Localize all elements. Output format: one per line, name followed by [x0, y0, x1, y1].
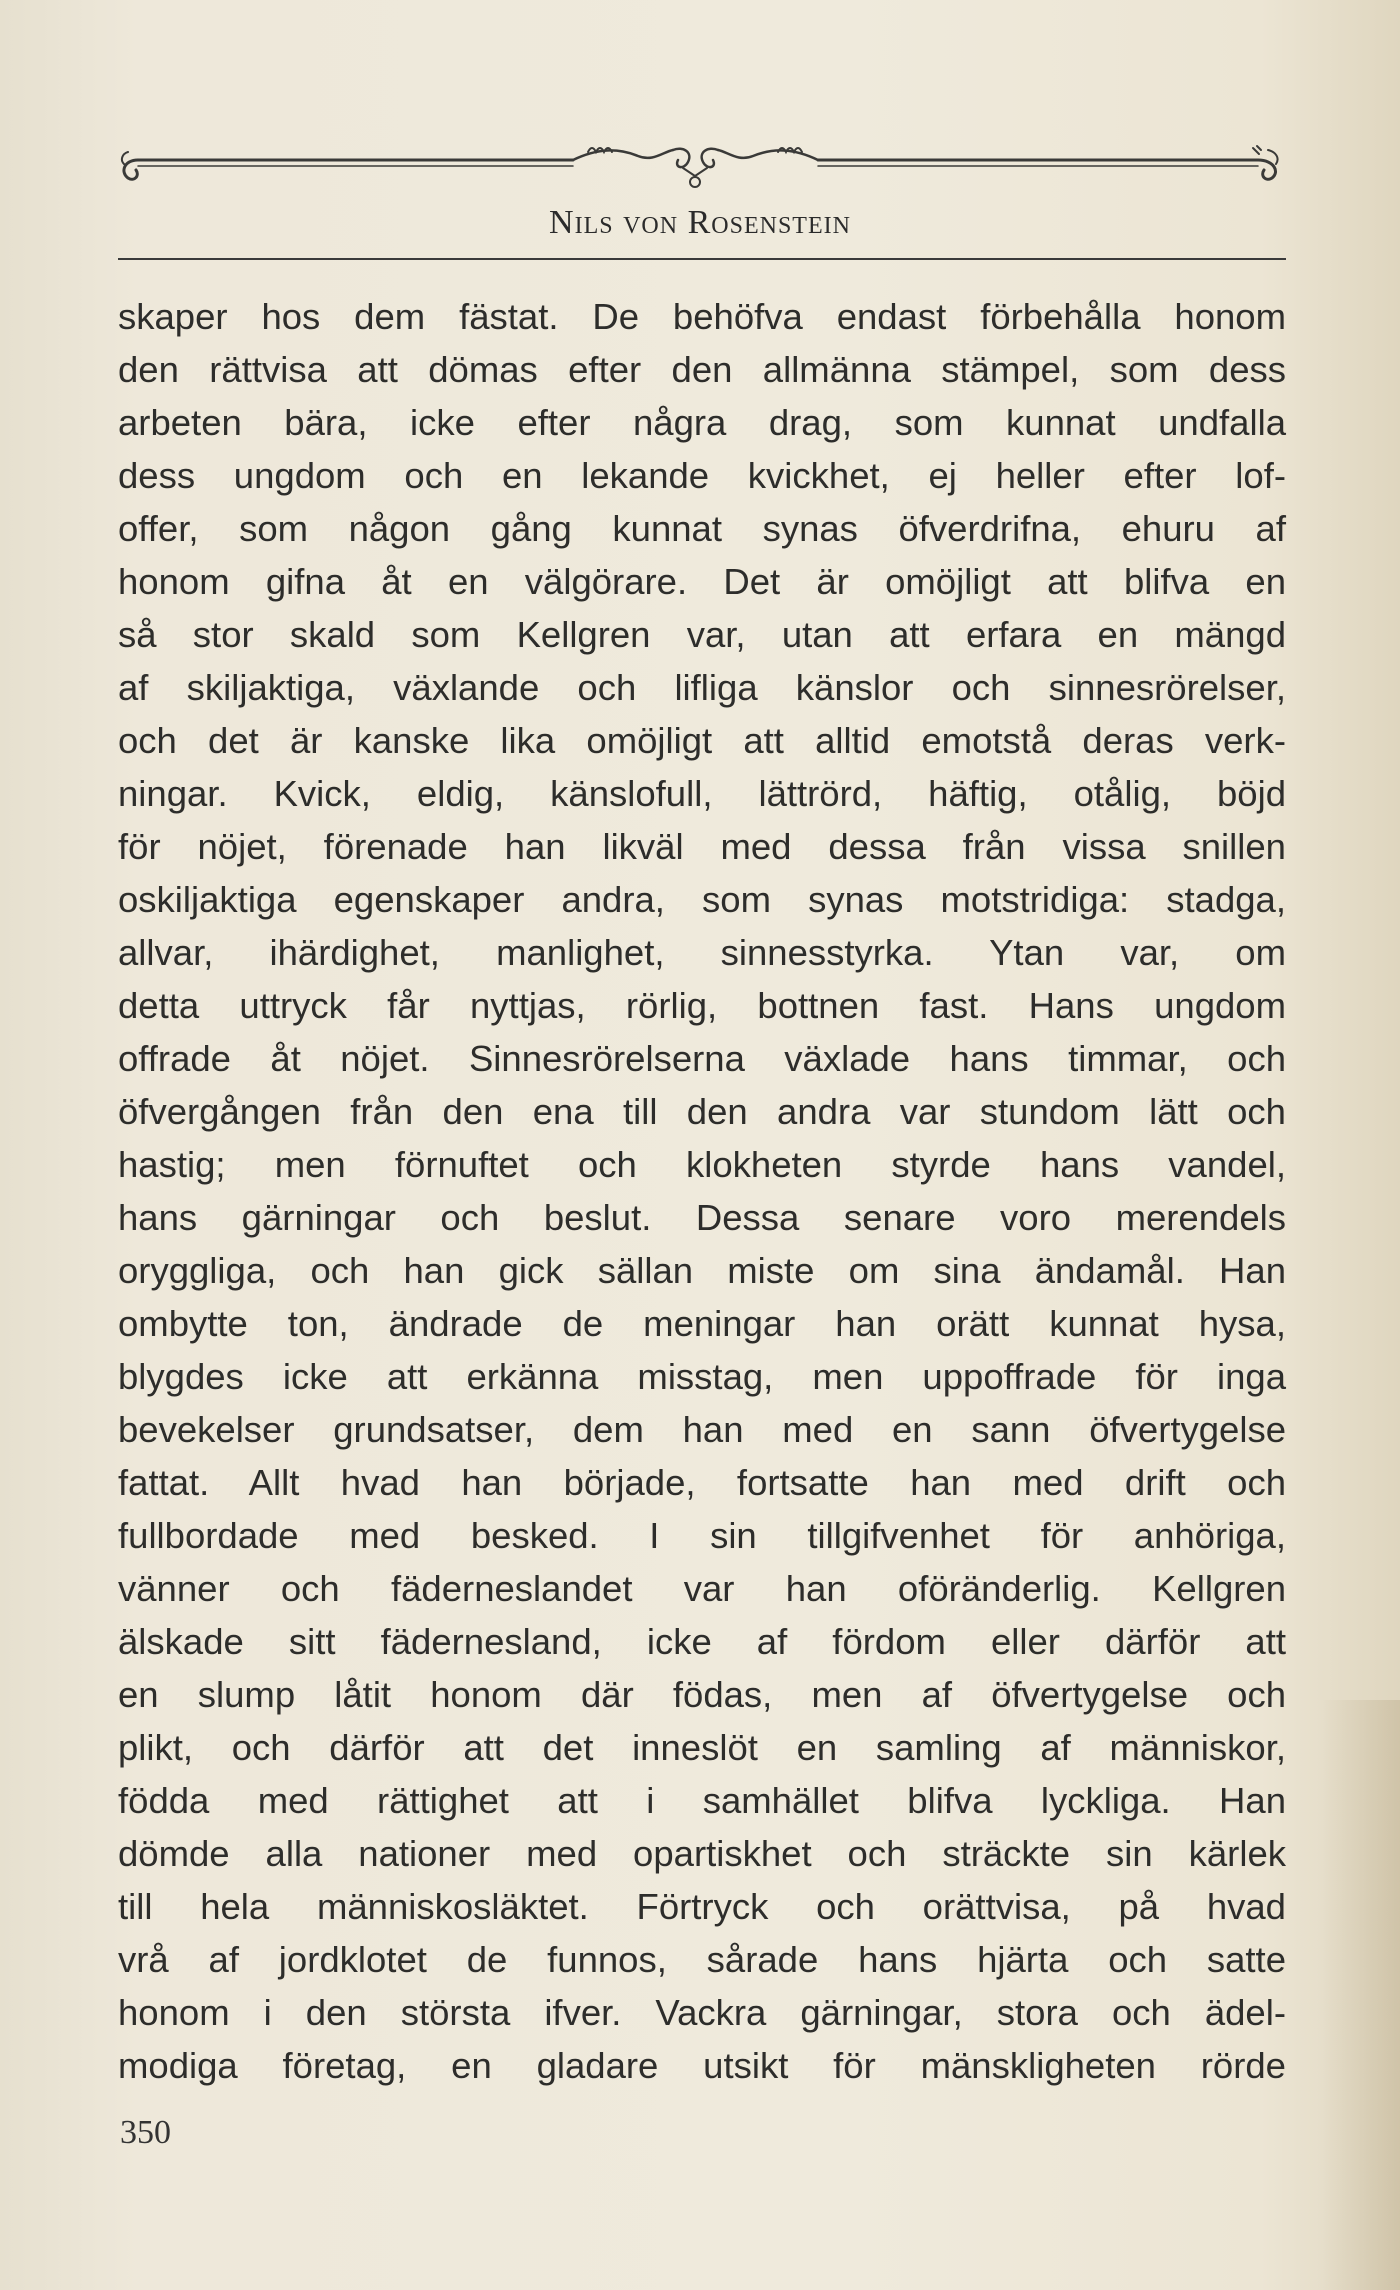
text-line: offrade åt nöjet. Sinnesrörelserna växlade hans timmar, och: [118, 1038, 1286, 1079]
text-line: fattat. Allt hvad han började, fortsatte han med drift och: [118, 1462, 1286, 1503]
text-line: vänner och fäderneslandet var han oföränderlig. Kellgren: [118, 1568, 1286, 1609]
text-line: modiga företag, en gladare utsikt för mänskligheten rörde: [118, 2045, 1286, 2086]
text-line: blygdes icke att erkänna misstag, men uppoffrade för inga: [118, 1356, 1286, 1397]
page-edge-discoloration: [1320, 1700, 1400, 2290]
text-line: älskade sitt fädernesland, icke af fördom eller därför att: [118, 1621, 1286, 1662]
text-line: för nöjet, förenade han likväl med dessa från vissa snillen: [118, 826, 1286, 867]
text-line: detta uttryck får nyttjas, rörlig, bottnen fast. Hans ungdom: [118, 985, 1286, 1026]
text-line: en slump låtit honom där födas, men af öfvertygelse och: [118, 1674, 1286, 1715]
text-line: den rättvisa att dömas efter den allmänna stämpel, som dess: [118, 349, 1286, 390]
text-line: skaper hos dem fästat. De behöfva endast förbehålla honom: [118, 296, 1286, 337]
text-line: arbeten bära, icke efter några drag, som kunnat undfalla: [118, 402, 1286, 443]
text-line: bevekelser grundsatser, dem han med en sann öfvertygelse: [118, 1409, 1286, 1450]
text-line: plikt, och därför att det inneslöt en samling af människor,: [118, 1727, 1286, 1768]
text-line: öfvergången från den ena till den andra var stundom lätt och: [118, 1091, 1286, 1132]
text-line: till hela människosläktet. Förtryck och orättvisa, på hvad: [118, 1886, 1286, 1927]
text-line: oryggliga, och han gick sällan miste om sina ändamål. Han: [118, 1250, 1286, 1291]
text-line: oskiljaktiga egenskaper andra, som synas motstridiga: stadga,: [118, 879, 1286, 920]
text-line: dess ungdom och en lekande kvickhet, ej heller efter lof-: [118, 455, 1286, 496]
header-divider: [118, 258, 1286, 260]
page-number: 350: [120, 2114, 171, 2151]
text-line: allvar, ihärdighet, manlighet, sinnesstyrka. Ytan var, om: [118, 932, 1286, 973]
text-line: födda med rättighet att i samhället blifva lyckliga. Han: [118, 1780, 1286, 1821]
text-line: ningar. Kvick, eldig, känslofull, lättrörd, häftig, otålig, böjd: [118, 773, 1286, 814]
text-line: dömde alla nationer med opartiskhet och sträckte sin kärlek: [118, 1833, 1286, 1874]
text-line: af skiljaktiga, växlande och lifliga känslor och sinnesrörelser,: [118, 667, 1286, 708]
text-line: ombytte ton, ändrade de meningar han orätt kunnat hysa,: [118, 1303, 1286, 1344]
text-line: vrå af jordklotet de funnos, sårade hans hjärta och satte: [118, 1939, 1286, 1980]
text-line: och det är kanske lika omöjligt att alltid emotstå deras verk-: [118, 720, 1286, 761]
running-head: Nils von Rosenstein: [549, 204, 851, 241]
text-line: hans gärningar och beslut. Dessa senare voro merendels: [118, 1197, 1286, 1238]
text-line: offer, som någon gång kunnat synas öfverdrifna, ehuru af: [118, 508, 1286, 549]
text-line: hastig; men förnuftet och klokheten styrde hans vandel,: [118, 1144, 1286, 1185]
text-line: så stor skald som Kellgren var, utan att erfara en mängd: [118, 614, 1286, 655]
body-text: [118, 290, 1286, 2092]
text-line: honom gifna åt en välgörare. Det är omöjligt att blifva en: [118, 561, 1286, 602]
text-line: fullbordade med besked. I sin tillgifvenhet för anhöriga,: [118, 1515, 1286, 1556]
ornamental-header-rule: [118, 142, 1286, 212]
text-line: honom i den största ifver. Vackra gärningar, stora och ädel-: [118, 1992, 1286, 2033]
